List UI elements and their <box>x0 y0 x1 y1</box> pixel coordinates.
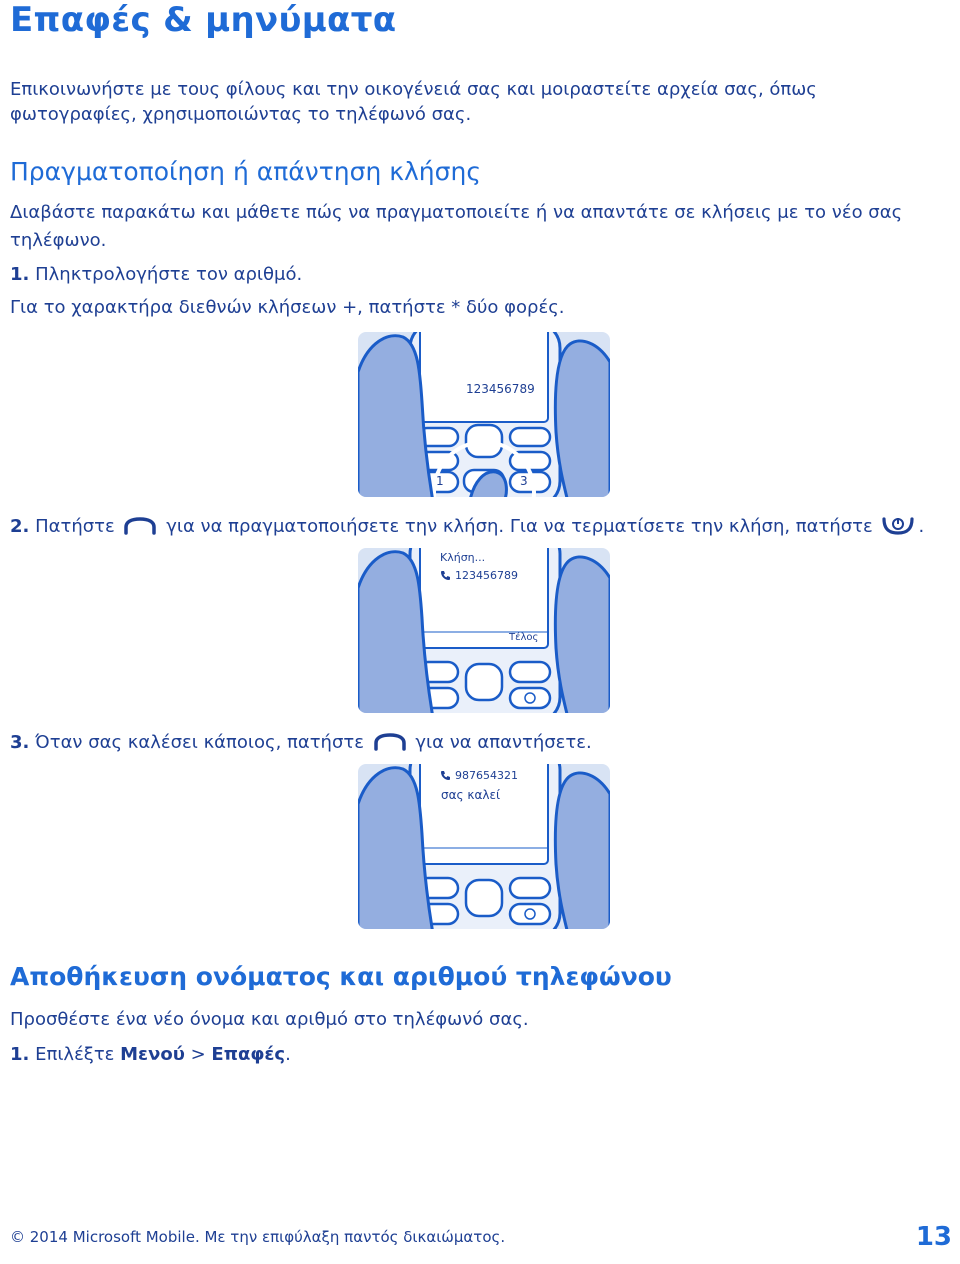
key-3-label: 3 <box>520 474 528 488</box>
dialed-number: 123456789 <box>466 382 535 396</box>
intro-line-2: φωτογραφίες, χρησιμοποιώντας το τηλέφωνό σας. <box>10 104 472 125</box>
step2 <box>10 513 924 540</box>
menu-label: Μενού <box>120 1044 185 1065</box>
page-title: Επαφές & μηνύματα <box>10 0 397 40</box>
step2-text-a: Πατήστε <box>35 516 115 537</box>
calling-you-label: σας καλεί <box>441 788 501 802</box>
step1-number: 1. <box>10 264 30 285</box>
calling-label: Κλήση... <box>440 551 486 564</box>
dialing-illustration <box>358 332 610 500</box>
contacts-label: Επαφές <box>211 1044 286 1065</box>
key-1-label: 1 <box>436 474 444 488</box>
call-key-icon <box>373 733 407 751</box>
section2-step1-number: 1. <box>10 1044 30 1065</box>
step2-number: 2. <box>10 516 30 537</box>
step3-text-b: για να απαντήσετε. <box>415 732 592 753</box>
menu-separator: > <box>190 1044 206 1065</box>
step1-note: Για το χαρακτήρα διεθνών κλήσεων +, πατήστε * δύο φορές. <box>10 297 565 318</box>
step2-text-b: για να πραγματοποιήσετε την κλήση. Για να τερματίσετε την κλήση, πατήστε <box>166 516 873 537</box>
phone-handset-icon <box>440 570 451 581</box>
intro-line-1: Επικοινωνήστε με τους φίλους και την οικογένειά σας και μοιραστείτε αρχεία σας, όπως <box>10 79 817 100</box>
step3-text-a: Όταν σας καλέσει κάποιος, πατήστε <box>35 732 364 753</box>
phone-handset-icon <box>440 770 451 781</box>
step3-number: 3. <box>10 732 30 753</box>
incoming-number: 987654321 <box>455 769 518 782</box>
section-heading-save-contact: Αποθήκευση ονόματος και αριθμού τηλεφώνου <box>10 962 672 991</box>
section2-step1 <box>10 1041 291 1068</box>
step2-text-c: . <box>918 516 925 537</box>
section1-desc-line-2: τηλέφωνο. <box>10 230 107 251</box>
section2-step1-text: Επιλέξτε <box>35 1044 115 1065</box>
step3 <box>10 729 592 756</box>
section1-desc-line-1: Διαβάστε παρακάτω και μάθετε πώς να πραγματοποιείτε ή να απαντάτε σε κλήσεις με το νέο σας <box>10 202 903 223</box>
calling-number: 123456789 <box>455 569 518 582</box>
end-softkey-label: Τέλος <box>509 632 539 643</box>
page-number: 13 <box>915 1222 952 1252</box>
section2-desc: Προσθέστε ένα νέο όνομα και αριθμό στο τηλέφωνό σας. <box>10 1009 529 1030</box>
section2-step1-end: . <box>285 1044 291 1065</box>
step1 <box>10 261 302 288</box>
end-key-icon <box>881 515 915 535</box>
call-key-icon <box>123 517 157 535</box>
copyright-footer: © 2014 Microsoft Mobile. Με την επιφύλαξη παντός δικαιώματος. <box>10 1228 506 1246</box>
step1-text: Πληκτρολογήστε τον αριθμό. <box>35 264 303 285</box>
section-heading-calls: Πραγματοποίηση ή απάντηση κλήσης <box>10 157 481 186</box>
